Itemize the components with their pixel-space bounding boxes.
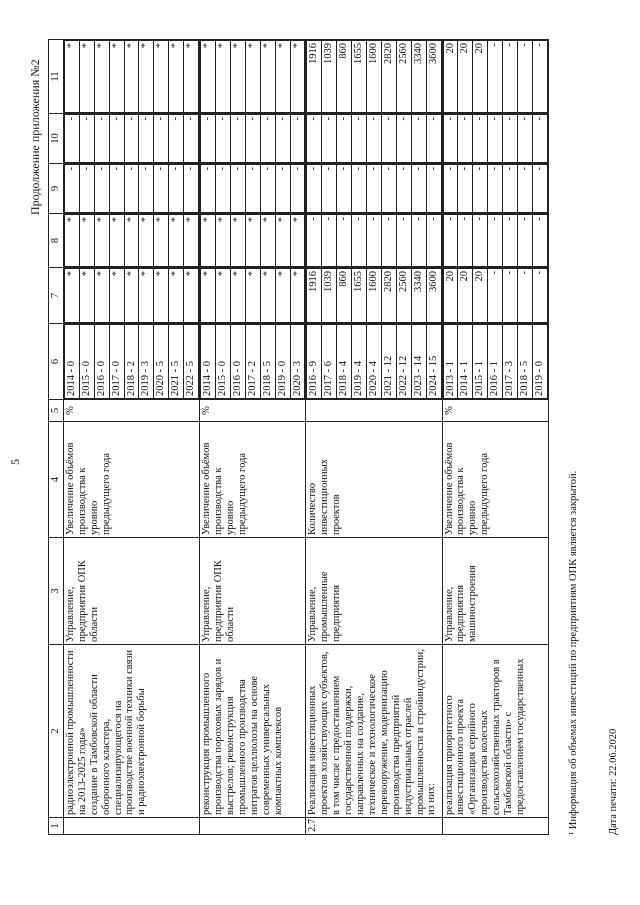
amount-value: - [426, 215, 441, 267]
year-value: 2018 - 5 [518, 325, 533, 399]
year-value: 2015 - 0 [215, 325, 230, 399]
cell-c8 [200, 214, 306, 268]
amount-value: * [64, 215, 79, 267]
amount-value: 20 [443, 269, 458, 323]
header-cell: 10 [49, 114, 64, 164]
amount-value: - [443, 215, 458, 267]
amount-value: - [184, 165, 199, 213]
measure-text: радиоэлектронной промышленности на 2013-2025 годы» создание в Тамбовской области оборонного кластера, специализирующегося на производстве военной техники связи и радиоэлектронной борьбы [64, 649, 148, 815]
amount-value: * [260, 41, 275, 113]
amount-value: 2820 [381, 41, 396, 113]
amount-value: - [458, 215, 473, 267]
executor-text: Управление, предприятия машиностроения [443, 565, 479, 642]
cell-c9 [63, 164, 199, 214]
amount-value: 1600 [367, 41, 382, 113]
cell-c11 [306, 40, 442, 114]
amount-value: - [169, 115, 184, 163]
cell-indicator [200, 422, 306, 538]
cell-c10 [442, 114, 548, 164]
header-cell: 6 [49, 324, 64, 400]
amount-value: - [367, 215, 382, 267]
header-cell: 2 [49, 645, 64, 818]
amount-value: - [124, 115, 139, 163]
amount-value: 1039 [322, 269, 337, 323]
year-value: 2022 - 5 [184, 325, 199, 399]
cell-years [63, 324, 199, 400]
amount-value: - [154, 165, 169, 213]
amount-value: * [215, 41, 230, 113]
executor-text: Управление, промышленные предприятия [307, 571, 343, 642]
amount-value: * [245, 215, 260, 267]
amount-value: - [443, 115, 458, 163]
amount-value: - [411, 215, 426, 267]
year-value: 2021 - 5 [169, 325, 184, 399]
amount-value: - [367, 165, 382, 213]
cell-years [442, 324, 548, 400]
num-text: 2.7. [307, 816, 319, 832]
amount-value: 860 [337, 269, 352, 323]
amount-value: - [533, 115, 548, 163]
amount-value: - [79, 115, 94, 163]
amount-value: 3600 [426, 41, 441, 113]
amount-value: - [352, 215, 367, 267]
amount-value: * [79, 269, 94, 323]
amount-value: - [367, 115, 382, 163]
amount-value: 2820 [381, 269, 396, 323]
year-value: 2018 - 5 [260, 325, 275, 399]
cell-c11 [442, 40, 548, 114]
amount-value: - [503, 269, 518, 323]
amount-value: * [260, 269, 275, 323]
amount-value: * [215, 215, 230, 267]
cell-c10 [200, 114, 306, 164]
year-value: 2016 - 0 [94, 325, 109, 399]
amount-value: - [458, 115, 473, 163]
indicator-text: Увеличение объёмов производства к уровню предыдущего года [443, 442, 491, 535]
amount-value: * [169, 269, 184, 323]
continuation-caption: Продолжение приложения №2 [28, 59, 42, 215]
amount-value: * [169, 215, 184, 267]
amount-value: * [290, 269, 305, 323]
amount-value: - [201, 165, 216, 213]
year-value: 2019 - 0 [533, 325, 548, 399]
year-value: 2019 - 0 [275, 325, 290, 399]
amount-value: * [230, 269, 245, 323]
amount-value: - [307, 115, 322, 163]
unit-text: % [201, 406, 213, 415]
year-value: 2016 - 1 [488, 325, 503, 399]
amount-value: * [94, 269, 109, 323]
amount-value: - [260, 165, 275, 213]
amount-value: * [245, 41, 260, 113]
print-date: Дата печати: 22.06.2020 [608, 728, 619, 835]
amount-value: - [245, 115, 260, 163]
cell-num [306, 818, 442, 835]
cell-c10 [306, 114, 442, 164]
amount-value: - [64, 165, 79, 213]
amount-value: 1600 [367, 269, 382, 323]
cell-measure [442, 645, 548, 818]
amount-value: - [533, 215, 548, 267]
cell-executor [200, 538, 306, 645]
amount-value: - [260, 115, 275, 163]
amount-value: * [64, 269, 79, 323]
amount-value: * [109, 269, 124, 323]
amount-value: - [307, 215, 322, 267]
year-value: 2015 - 0 [79, 325, 94, 399]
amount-value: * [94, 41, 109, 113]
year-value: 2021 - 12 [381, 325, 396, 399]
cell-c11 [200, 40, 306, 114]
amount-value: - [201, 115, 216, 163]
amount-value: 3340 [411, 269, 426, 323]
year-value: 2013 - 1 [443, 325, 458, 399]
year-value: 2017 - 3 [503, 325, 518, 399]
amount-value: * [275, 215, 290, 267]
cell-num [442, 818, 548, 835]
amount-value: - [488, 115, 503, 163]
cell-indicator [63, 422, 199, 538]
amount-value: * [109, 41, 124, 113]
year-value: 2014 - 0 [201, 325, 216, 399]
year-value: 2014 - 1 [458, 325, 473, 399]
year-value: 2015 - 1 [473, 325, 488, 399]
header-cell: 7 [49, 268, 64, 324]
amount-value: 20 [473, 269, 488, 323]
amount-value: * [184, 269, 199, 323]
amount-value: - [396, 215, 411, 267]
amount-value: - [381, 215, 396, 267]
amount-value: * [290, 215, 305, 267]
year-value: 2017 - 6 [322, 325, 337, 399]
amount-value: - [488, 41, 503, 113]
amount-value: - [94, 115, 109, 163]
amount-value: * [245, 269, 260, 323]
header-cell: 4 [49, 422, 64, 538]
year-value: 2020 - 5 [154, 325, 169, 399]
amount-value: - [518, 115, 533, 163]
amount-value: * [79, 215, 94, 267]
cell-executor [442, 538, 548, 645]
amount-value: * [201, 215, 216, 267]
amount-value: - [184, 115, 199, 163]
amount-value: - [411, 115, 426, 163]
cell-c8 [63, 214, 199, 268]
cell-num [63, 818, 199, 835]
amount-value: * [230, 41, 245, 113]
amount-value: - [322, 115, 337, 163]
cell-unit [63, 400, 199, 422]
header-cell: 3 [49, 538, 64, 645]
amount-value: 1655 [352, 41, 367, 113]
amount-value: - [533, 165, 548, 213]
indicator-text: Количество инвестиционных проектов [307, 459, 343, 535]
amount-value: - [109, 115, 124, 163]
amount-value: - [503, 215, 518, 267]
amount-value: - [215, 115, 230, 163]
amount-value: - [488, 215, 503, 267]
cell-c9 [200, 164, 306, 214]
table-row [442, 40, 548, 835]
cell-unit [442, 400, 548, 422]
amount-value: - [337, 215, 352, 267]
amount-value: - [337, 115, 352, 163]
year-value: 2016 - 0 [230, 325, 245, 399]
cell-executor [306, 538, 442, 645]
header-cell: 1 [49, 818, 64, 835]
amount-value: - [503, 41, 518, 113]
year-value: 2022 - 12 [396, 325, 411, 399]
amount-value: * [109, 215, 124, 267]
amount-value: - [275, 165, 290, 213]
year-value: 2018 - 4 [337, 325, 352, 399]
measure-text: реализация приоритетного инвестиционного проекта «Организация серийного производства колесных сельскохозяйственных тракторов в Тамбовской области» с предоставлением государственных [443, 658, 526, 815]
indicator-text: Увеличение объёмов производства к уровню предыдущего года [64, 442, 112, 535]
amount-value: * [64, 41, 79, 113]
year-value: 2018 - 2 [124, 325, 139, 399]
amount-value: * [215, 269, 230, 323]
amount-value: * [139, 41, 154, 113]
year-value: 2019 - 4 [352, 325, 367, 399]
amount-value: - [518, 269, 533, 323]
amount-value: 20 [473, 41, 488, 113]
amount-value: - [488, 269, 503, 323]
amount-value: 3600 [426, 269, 441, 323]
amount-value: 20 [458, 41, 473, 113]
amount-value: - [411, 165, 426, 213]
year-value: 2023 - 14 [411, 325, 426, 399]
amount-value: - [381, 165, 396, 213]
amount-value: * [139, 269, 154, 323]
amount-value: * [201, 269, 216, 323]
amount-value: * [124, 215, 139, 267]
amount-value: 1655 [352, 269, 367, 323]
amount-value: - [518, 215, 533, 267]
year-value: 2024 - 15 [426, 325, 441, 399]
amount-value: * [275, 269, 290, 323]
amount-value: - [275, 115, 290, 163]
amount-value: * [290, 41, 305, 113]
cell-unit [200, 400, 306, 422]
amount-value: * [230, 215, 245, 267]
amount-value: - [352, 115, 367, 163]
amount-value: - [473, 115, 488, 163]
amount-value: - [488, 165, 503, 213]
cell-c11 [63, 40, 199, 114]
amount-value: * [201, 41, 216, 113]
cell-indicator [442, 422, 548, 538]
cell-years [200, 324, 306, 400]
amount-value: * [139, 215, 154, 267]
unit-text: % [443, 406, 455, 415]
table-row [200, 40, 306, 835]
amount-value: - [473, 165, 488, 213]
cell-measure [306, 645, 442, 818]
amount-value: 20 [458, 269, 473, 323]
amount-value: 2560 [396, 269, 411, 323]
amount-value: - [215, 165, 230, 213]
amount-value: - [290, 165, 305, 213]
amount-value: - [109, 165, 124, 213]
amount-value: * [184, 215, 199, 267]
amount-value: - [443, 165, 458, 213]
cell-unit [306, 400, 442, 422]
cell-years [306, 324, 442, 400]
amount-value: 20 [443, 41, 458, 113]
amount-value: - [230, 115, 245, 163]
amount-value: - [124, 165, 139, 213]
header-cell: 8 [49, 214, 64, 268]
amount-value: * [79, 41, 94, 113]
amount-value: 860 [337, 41, 352, 113]
year-value: 2020 - 4 [367, 325, 382, 399]
amount-value: - [503, 165, 518, 213]
amount-value: - [64, 115, 79, 163]
unit-text: % [64, 406, 76, 415]
amount-value: - [426, 115, 441, 163]
measure-text: реконструкция промышленного производства пороховых зарядов и выстрелов; реконструкция промышленного производства нитратов целлюлозы на основе современных универсальных компактных комплексов [201, 658, 284, 815]
header-cell: 11 [49, 40, 64, 114]
amount-value: * [154, 41, 169, 113]
footnote: ¹ Информация об объемах инвестиций по предприятиям ОПК является закрытой. [568, 470, 579, 835]
cell-c8 [442, 214, 548, 268]
amount-value: - [533, 269, 548, 323]
amount-value: - [169, 165, 184, 213]
amount-value: - [139, 165, 154, 213]
amount-value: - [79, 165, 94, 213]
amount-value: 1039 [322, 41, 337, 113]
cell-indicator [306, 422, 442, 538]
measure-text: Реализация инвестиционных проектов хозяйствующих субъектов, в том числе с предоставлением государственной поддержки, направленных на создание, техническое и технологическое перевооружение, модернизацию производства предприятий индустриальных отраслей промышленности и стройиндустрии, из них: [307, 649, 438, 815]
cell-c10 [63, 114, 199, 164]
amount-value: - [337, 165, 352, 213]
cell-measure [200, 645, 306, 818]
amount-value: 1916 [307, 269, 322, 323]
amount-value: - [154, 115, 169, 163]
amount-value: 2560 [396, 41, 411, 113]
amount-value: * [275, 41, 290, 113]
amount-value: - [139, 115, 154, 163]
amount-value: - [518, 165, 533, 213]
amount-value: - [322, 165, 337, 213]
amount-value: - [230, 165, 245, 213]
cell-num [200, 818, 306, 835]
executor-text: Управление, предприятия ОПК области [201, 560, 236, 642]
cell-c7 [442, 268, 548, 324]
cell-executor [63, 538, 199, 645]
amount-value: - [94, 165, 109, 213]
amount-value: 1916 [307, 41, 322, 113]
year-value: 2014 - 0 [64, 325, 79, 399]
amount-value: * [124, 269, 139, 323]
amount-value: - [503, 115, 518, 163]
executor-text: Управление, предприятия ОПК области [64, 560, 100, 642]
cell-c7 [200, 268, 306, 324]
table-row [306, 40, 442, 835]
cell-c7 [63, 268, 199, 324]
cell-c8 [306, 214, 442, 268]
amount-value: - [426, 165, 441, 213]
amount-value: - [290, 115, 305, 163]
amount-value: * [94, 215, 109, 267]
program-table [48, 39, 549, 835]
amount-value: 3340 [411, 41, 426, 113]
year-value: 2016 - 9 [307, 325, 322, 399]
header-cell: 9 [49, 164, 64, 214]
amount-value: - [533, 41, 548, 113]
year-value: 2020 - 3 [290, 325, 305, 399]
amount-value: - [396, 165, 411, 213]
amount-value: * [260, 215, 275, 267]
header-row [49, 40, 64, 835]
amount-value: - [396, 115, 411, 163]
amount-value: * [154, 269, 169, 323]
amount-value: - [307, 165, 322, 213]
year-value: 2019 - 3 [139, 325, 154, 399]
amount-value: - [473, 215, 488, 267]
cell-c7 [306, 268, 442, 324]
year-value: 2017 - 0 [109, 325, 124, 399]
amount-value: - [245, 165, 260, 213]
amount-value: - [352, 165, 367, 213]
amount-value: - [518, 41, 533, 113]
indicator-text: Увеличение объёмов производства к уровню предыдущего года [201, 442, 248, 535]
amount-value: * [184, 41, 199, 113]
cell-measure [63, 645, 199, 818]
cell-c9 [442, 164, 548, 214]
amount-value: - [322, 215, 337, 267]
amount-value: * [169, 41, 184, 113]
amount-value: - [458, 165, 473, 213]
page-number: 5 [8, 459, 22, 465]
amount-value: * [154, 215, 169, 267]
header-cell: 5 [49, 400, 64, 422]
amount-value: - [381, 115, 396, 163]
cell-c9 [306, 164, 442, 214]
table-row [63, 40, 199, 835]
amount-value: * [124, 41, 139, 113]
year-value: 2017 - 2 [245, 325, 260, 399]
